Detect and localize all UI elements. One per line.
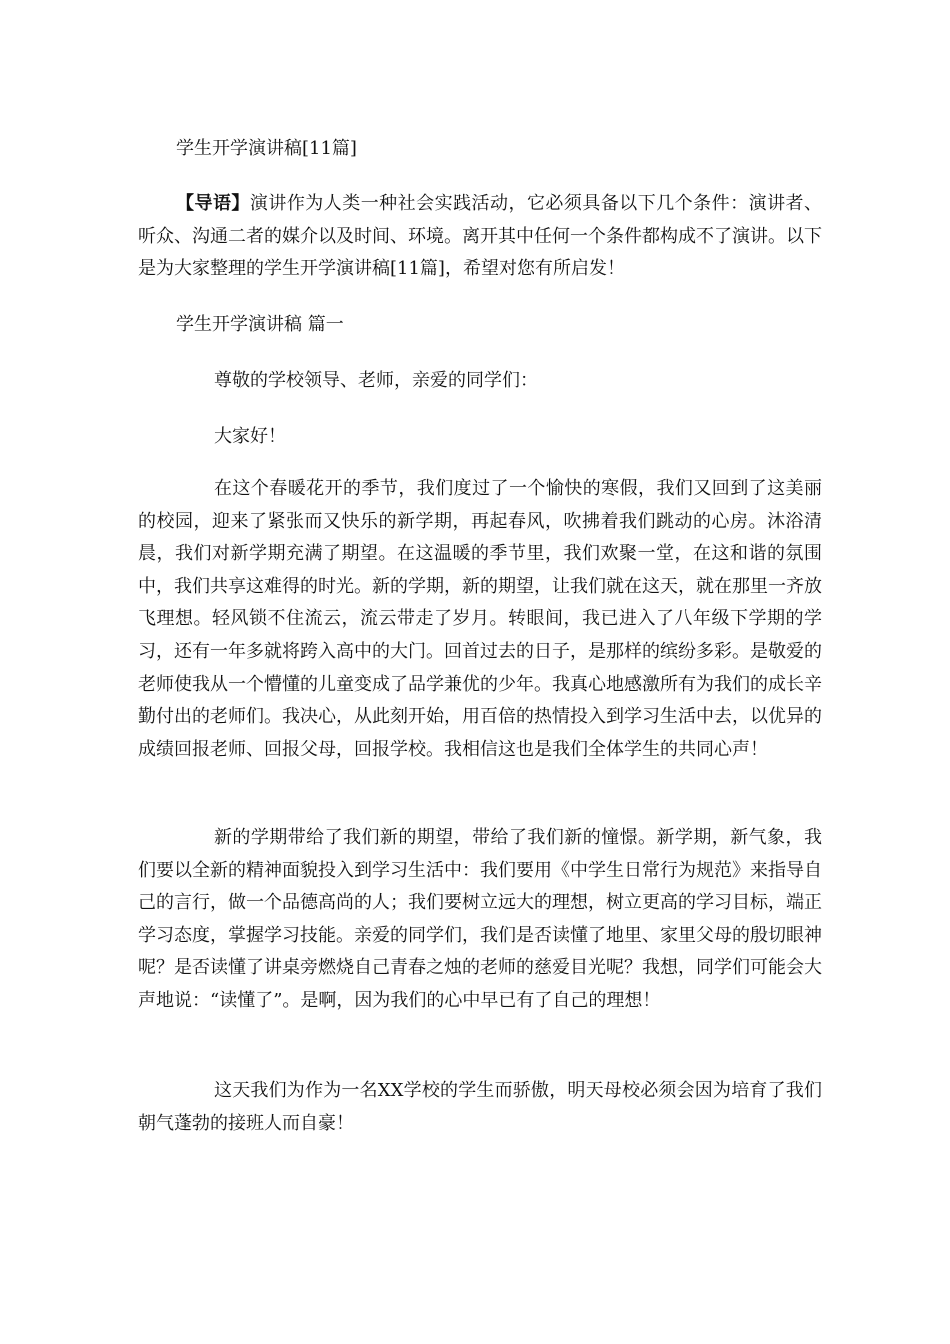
lead-bracket: 【导语】 — [176, 193, 250, 214]
lead-text: 演讲作为人类一种社会实践活动，它必须具备以下几个条件：演讲者、听众、沟通二者的媒介以及时间、环境。离开其中任何一个条件都构成不了演讲。以下是为大家整理的学生开学演讲稿[11篇]，希望对您有所启发！ — [138, 193, 823, 280]
body-paragraph-2: 新的学期带给了我们新的期望，带给了我们新的憧憬。新学期，新气象，我们要以全新的精神面貌投入到学习生活中：我们要用《中学生日常行为规范》来指导自己的言行，做一个品德高尚的人；我们要树立远大的理想，树立更高的学习目标，端正学习态度，掌握学习技能。亲爱的同学们，我们是否读懂了地里、家里父母的殷切眼神呢？是否读懂了讲桌旁燃烧自己青春之烛的老师的慈爱目光呢？我想，同学们可能会大声地说：“读懂了”。是啊，因为我们的心中早已有了自己的理想！ — [138, 827, 822, 1011]
salutation: 尊敬的学校领导、老师，亲爱的同学们： — [214, 370, 538, 391]
lead-paragraph — [138, 188, 822, 286]
greeting: 大家好！ — [214, 426, 286, 447]
body-paragraph-1: 在这个春暖花开的季节，我们度过了一个愉快的寒假，我们又回到了这美丽的校园，迎来了紧张而又快乐的新学期，再起春风，吹拂着我们跳动的心房。沐浴清晨，我们对新学期充满了期望。在这温暖的季节里，我们欢聚一堂，在这和谐的氛围中，我们共享这难得的时光。新的学期，新的期望，让我们就在这天，就在那里一齐放飞理想。轻风锁不住流云，流云带走了岁月。转眼间，我已进入了八年级下学期的学习，还有一年多就将跨入高中的大门。回首过去的日子，是那样的缤纷多彩。是敬爱的老师使我从一个懵懂的儿童变成了品学兼优的少年。我真心地感激所有为我们的成长辛勤付出的老师们。我决心，从此刻开始，用百倍的热情投入到学习生活中去，以优异的成绩回报老师、回报父母，回报学校。我相信这也是我们全体学生的共同心声！ — [138, 478, 822, 760]
document-title: 学生开学演讲稿[11篇] — [176, 138, 357, 159]
section-heading: 学生开学演讲稿 篇一 — [176, 314, 344, 335]
body-paragraph-3: 这天我们为作为一名XX学校的学生而骄傲，明天母校必须会因为培育了我们朝气蓬勃的接班人而自豪！ — [138, 1080, 822, 1134]
